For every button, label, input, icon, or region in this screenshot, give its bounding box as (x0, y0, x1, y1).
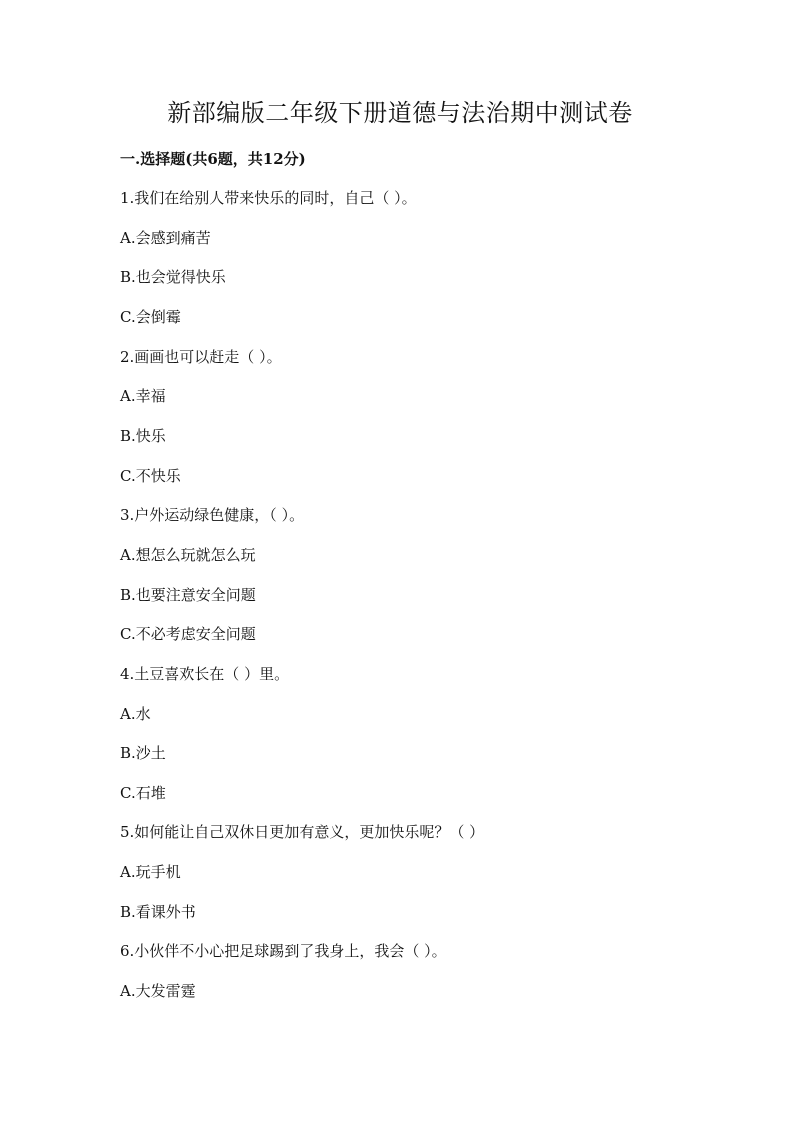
question-6: 6.小伙伴不小心把足球踢到了我身上，我会（ ）。 (120, 942, 447, 960)
question-1: 1.我们在给别人带来快乐的同时，自己（ ）。 (120, 189, 417, 207)
option-2b: B.快乐 (120, 427, 166, 445)
option-4c: C.石堆 (120, 784, 166, 802)
option-5b: B.看课外书 (120, 903, 196, 921)
option-2c: C.不快乐 (120, 467, 181, 485)
option-3c: C.不必考虑安全问题 (120, 625, 256, 643)
option-1c: C.会倒霉 (120, 308, 181, 326)
question-3: 3.户外运动绿色健康，（ ）。 (120, 506, 305, 524)
option-4a: A.水 (120, 705, 151, 723)
option-1b: B.也会觉得快乐 (120, 268, 226, 286)
option-2a: A.幸福 (120, 387, 166, 405)
option-4b: B.沙土 (120, 744, 166, 762)
option-5a: A.玩手机 (120, 863, 181, 881)
option-6a: A.大发雷霆 (120, 982, 196, 1000)
question-4: 4.土豆喜欢长在（ ）里。 (120, 665, 290, 683)
option-3a: A.想怎么玩就怎么玩 (120, 546, 256, 564)
question-2: 2.画画也可以赶走（ ）。 (120, 348, 282, 366)
section-heading: 一.选择题(共6题，共12分) (120, 150, 306, 168)
option-3b: B.也要注意安全问题 (120, 586, 256, 604)
option-1a: A.会感到痛苦 (120, 229, 211, 247)
question-5: 5.如何能让自己双休日更加有意义，更加快乐呢？（ ） (120, 823, 485, 841)
page-title: 新部编版二年级下册道德与法治期中测试卷 (167, 99, 633, 127)
